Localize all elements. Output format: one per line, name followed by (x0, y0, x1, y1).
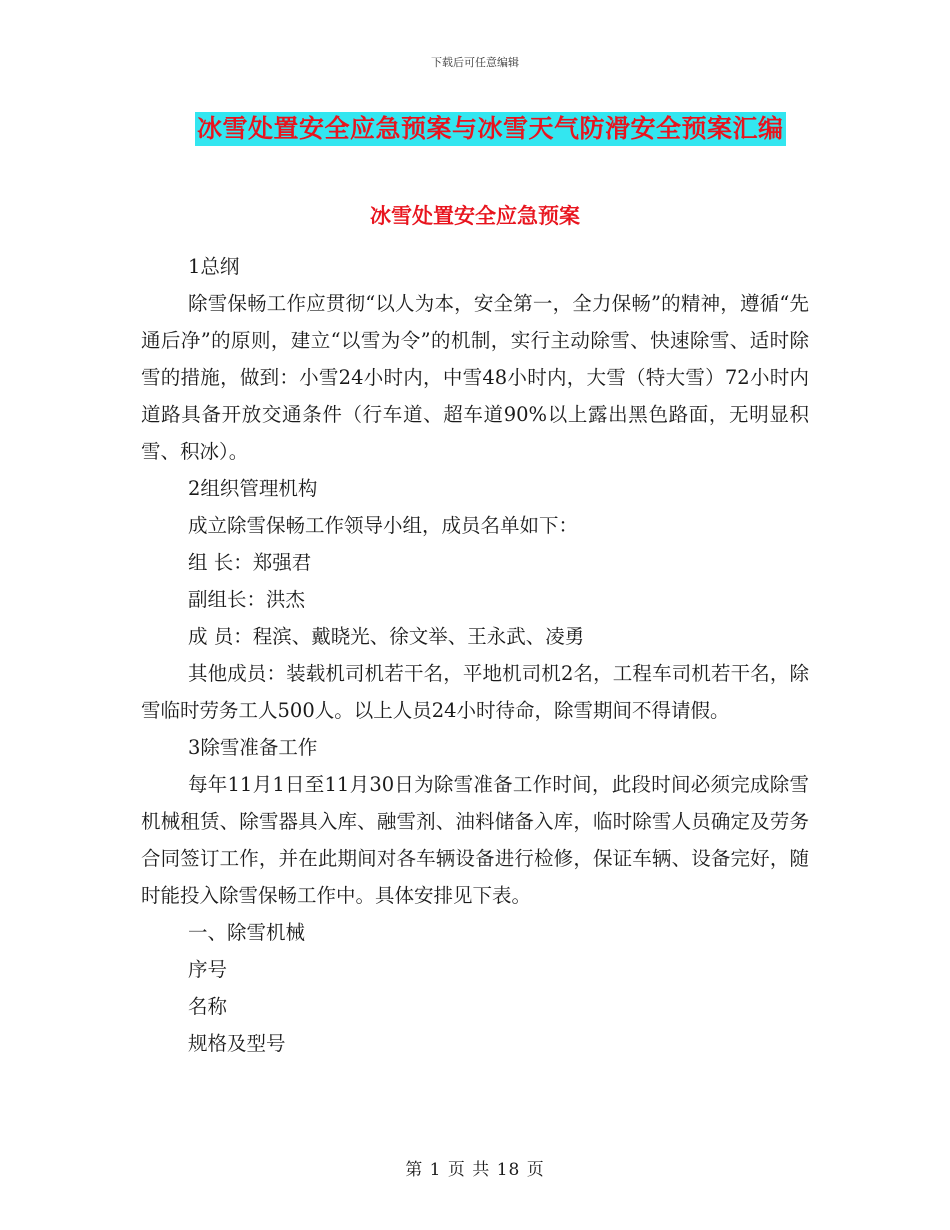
document-body (141, 248, 809, 1062)
members-line: 成 员：程滨、戴晓光、徐文举、王永武、凌勇 (188, 625, 585, 648)
leader-line: 组 长：郑强君 (188, 551, 312, 574)
table-header-name: 名称 (188, 995, 228, 1018)
header-note: 下载后可任意编辑 (431, 56, 519, 69)
table-header-spec: 规格及型号 (188, 1032, 286, 1055)
paragraph-general: 除雪保畅工作应贯彻“以人为本，安全第一，全力保畅”的精神，遵循“先通后净”的原则，建立“以雪为令”的机制，实行主动除雪、快速除雪、适时除雪的措施，做到：小雪24小时内，中雪48小时内，大雪（特大雪）72小时内道路具备开放交通条件（行车道、超车道90%以上露出黑色路面，无明显积雪、积冰）。 (141, 292, 809, 463)
deputy-leader-line: 副组长：洪杰 (188, 588, 306, 611)
table-header-serial: 序号 (188, 958, 228, 981)
section-title: 冰雪处置安全应急预案 (370, 203, 580, 228)
paragraph-preparation: 每年11月1日至11月30日为除雪准备工作时间，此段时间必须完成除雪机械租赁、除雪器具入库、融雪剂、油料储备入库，临时除雪人员确定及劳务合同签订工作，并在此期间对各车辆设备进行检修，保证车辆、设备完好，随时能投入除雪保畅工作中。具体安排见下表。 (141, 773, 809, 907)
document-main-title: 冰雪处置安全应急预案与冰雪天气防滑安全预案汇编 (195, 112, 786, 146)
heading-organization: 2组织管理机构 (188, 477, 318, 500)
paragraph-other-members: 其他成员：装载机司机若干名，平地机司机2名，工程车司机若干名，除雪临时劳务工人500人。以上人员24小时待命，除雪期间不得请假。 (141, 662, 809, 722)
paragraph-organization-intro: 成立除雪保畅工作领导小组，成员名单如下： (188, 514, 579, 537)
heading-general: 1总纲 (188, 255, 240, 278)
heading-preparation: 3除雪准备工作 (188, 736, 318, 759)
page-footer: 第 1 页 共 18 页 (405, 1160, 545, 1180)
subheading-machinery: 一、除雪机械 (188, 921, 306, 944)
